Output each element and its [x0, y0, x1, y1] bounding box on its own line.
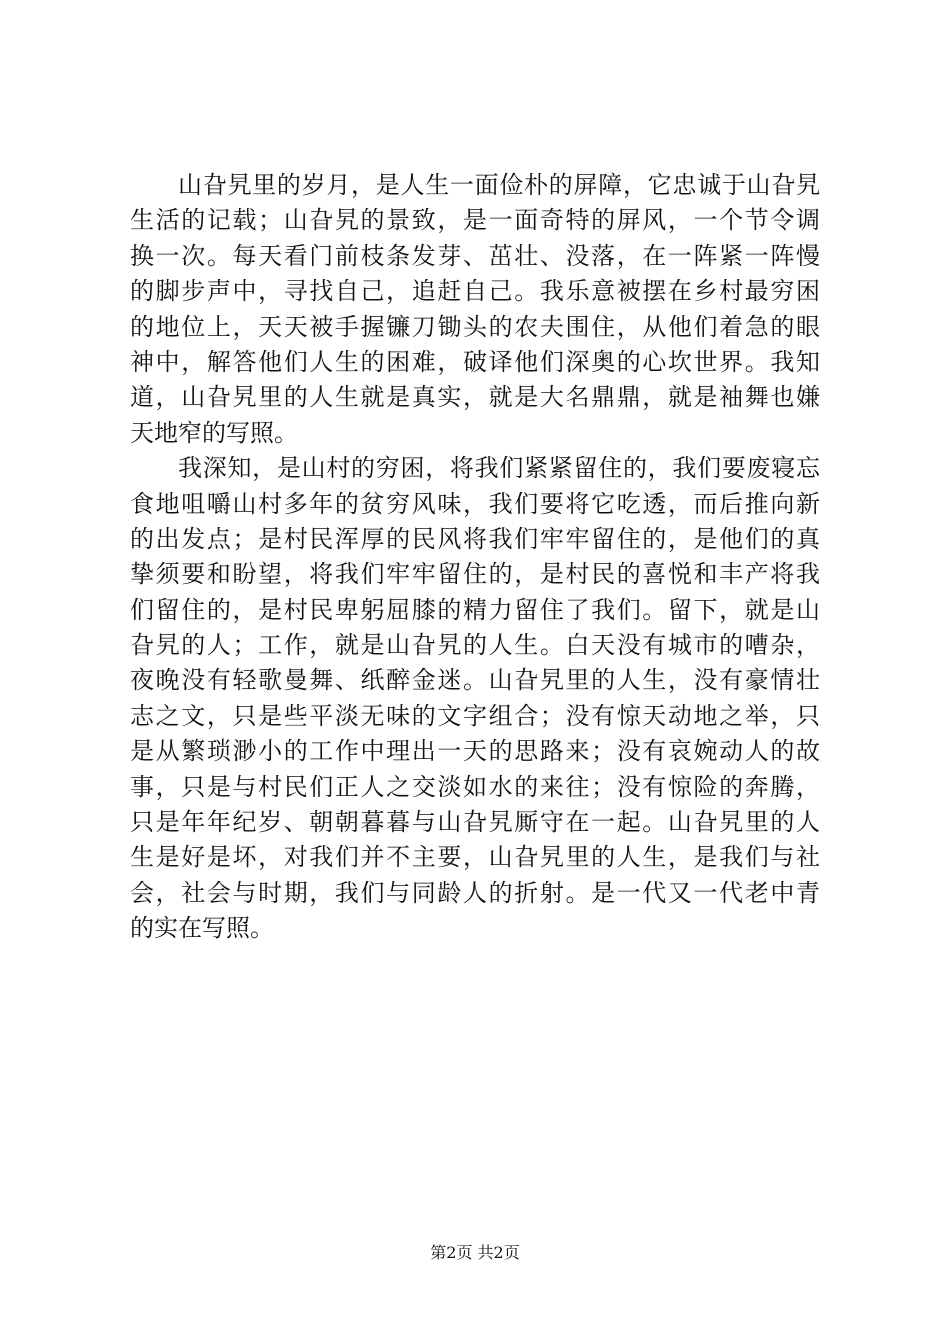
paragraph-line: 天地窄的写照。: [130, 418, 298, 447]
paragraph-line: 们留住的，是村民卑躬屈膝的精力留住了我们。留下，就是山: [130, 595, 820, 624]
paragraph-line: 我深知，是山村的穷困，将我们紧紧留住的，我们要废寝忘: [178, 454, 820, 483]
paragraph: [130, 168, 820, 451]
paragraph-line: 换一次。每天看门前枝条发芽、茁壮、没落，在一阵紧一阵慢: [130, 241, 820, 270]
paragraph-line: 食地咀嚼山村多年的贫穷风味，我们要将它吃透，而后推向新: [130, 489, 820, 518]
paragraph-line: 的地位上，天天被手握镰刀锄头的农夫围住，从他们着急的眼: [130, 312, 820, 341]
paragraph-line: 夜晚没有轻歌曼舞、纸醉金迷。山旮旯里的人生，没有豪情壮: [130, 666, 820, 695]
paragraph-line: 神中，解答他们人生的困难，破译他们深奥的心坎世界。我知: [130, 347, 820, 376]
paragraph-line: 道，山旮旯里的人生就是真实，就是大名鼎鼎，就是袖舞也嫌: [130, 383, 820, 412]
paragraph-line: 会，社会与时期，我们与同龄人的折射。是一代又一代老中青: [130, 878, 820, 907]
paragraph-line: 挚须要和盼望，将我们牢牢留住的，是村民的喜悦和丰产将我: [130, 560, 820, 589]
paragraph-line: 是从繁琐渺小的工作中理出一天的思路来；没有哀婉动人的故: [130, 737, 820, 766]
paragraph-line: 山旮旯里的岁月，是人生一面俭朴的屏障，它忠诚于山旮旯: [178, 171, 820, 199]
paragraph-line: 志之文，只是些平淡无味的文字组合；没有惊天动地之举，只: [130, 701, 820, 730]
paragraph-line: 的脚步声中，寻找自己，追赶自己。我乐意被摆在乡村最穷困: [130, 277, 820, 306]
paragraphs: [130, 168, 820, 947]
paragraph-line: 的实在写照。: [130, 914, 274, 943]
body-text: [130, 168, 820, 947]
paragraph-line: 的出发点；是村民浑厚的民风将我们牢牢留住的，是他们的真: [130, 524, 820, 553]
paragraph-line: 只是年年纪岁、朝朝暮暮与山旮旯厮守在一起。山旮旯里的人: [130, 808, 820, 837]
page-footer: 第2页 共2页: [430, 1243, 520, 1262]
paragraph-line: 生是好是坏，对我们并不主要，山旮旯里的人生，是我们与社: [130, 843, 820, 872]
paragraph-line: 生活的记载；山旮旯的景致，是一面奇特的屏风，一个节令调: [130, 206, 820, 235]
paragraph: [130, 451, 820, 946]
paragraph-line: 事，只是与村民们正人之交淡如水的来往；没有惊险的奔腾，: [130, 772, 820, 801]
paragraph-line: 旮旯的人；工作，就是山旮旯的人生。白天没有城市的嘈杂，: [130, 631, 820, 660]
